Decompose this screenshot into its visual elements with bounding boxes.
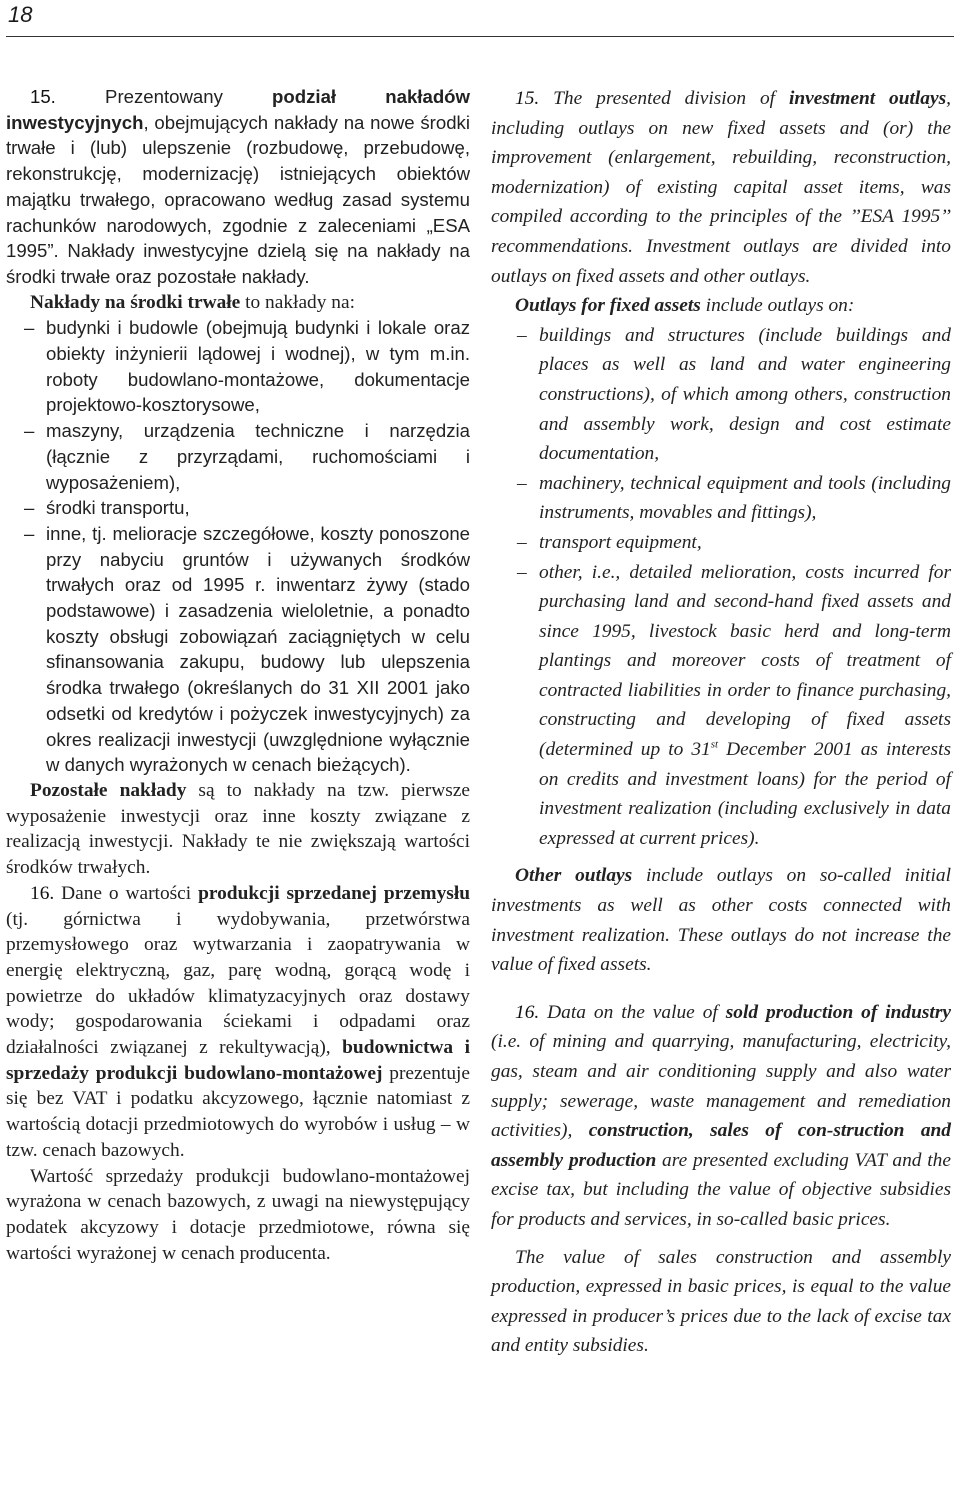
pl-paragraph-16-text3: prezentuje się bez VAT i podatku akcyzowego, łącznie natomiast z wartością dotacji przedmiotowych do wyrobów i usług – w tzw. cenach bazowych. bbox=[6, 1062, 471, 1161]
pl-paragraph-16 bbox=[6, 881, 470, 1164]
en-term-other-outlays: Other outlays bbox=[515, 865, 633, 887]
en-paragraph-16-number: 16. bbox=[515, 1001, 540, 1023]
pl-other-outlays-text: są to nakłady na tzw. pierwsze wyposażenie inwestycji oraz inne koszty związane z realizacją inwestycji. Nakłady te nie zwiększają wartości środków trwałych. bbox=[6, 779, 470, 879]
en-fixed-assets-intro bbox=[491, 291, 951, 321]
pl-paragraph-15-text2: , obejmujących nakłady na nowe środki trwałe i (lub) ulepszenie (rozbudowę, przebudowę, rekonstrukcję, modernizację) istniejących obiektów majątku trwałego, opracowano według zasad systemu rachunków narodowych, zgodnie z zaleceniami „ESA 1995”. Nakłady inwestycyjne dzielą się na nakłady na środki trwałe oraz pozostałe nakłady. bbox=[6, 111, 470, 287]
pl-paragraph-15-text1: Prezentowany bbox=[55, 86, 273, 107]
pl-paragraph-16-text1: Dane o wartości bbox=[54, 882, 199, 904]
pl-fixed-assets-list bbox=[6, 315, 470, 778]
en-paragraph-16-text2: (i.e. of mining and quarrying, manufacturing, electricity, gas, steam and air conditioning supply and also water supply; sewerage, waste management and remediation activities), bbox=[491, 1031, 951, 1142]
en-fixed-assets-intro-text: include outlays on: bbox=[700, 295, 855, 317]
en-list-item-machinery: – machinery, technical equipment and tools (including instruments, movables and fittings), bbox=[491, 469, 951, 528]
en-list-item-other bbox=[491, 558, 951, 854]
page-number: 18 bbox=[8, 2, 33, 27]
pl-paragraph-15 bbox=[6, 84, 470, 290]
en-other-outlays-text: include outlays on so-called initial investments as well as other costs connected with investment realization. These outlays do not increase the value of fixed assets. bbox=[491, 865, 952, 976]
en-paragraph-16-text3: are presented excluding VAT and the excise tax, but including the value of objective subsidies for products and services, in so-called basic prices. bbox=[491, 1149, 951, 1230]
en-fixed-assets-list bbox=[491, 321, 951, 854]
header-rule bbox=[6, 36, 954, 37]
pl-term-sold-industry: produkcji sprzedanej przemysłu bbox=[198, 882, 471, 904]
pl-fixed-assets-intro-text: to nakłady na: bbox=[240, 291, 355, 313]
en-paragraph-15 bbox=[491, 84, 951, 291]
pl-fixed-assets-intro bbox=[6, 290, 470, 316]
pl-paragraph-15-number: 15. bbox=[30, 86, 56, 107]
pl-list-item-buildings: – budynki i budowle (obejmują budynki i lokale oraz obiekty inżynierii lądowej i wodnej), w tym m.in. roboty budowlano-montażowe, dokumentacje projektowo-kosztorysowe, bbox=[6, 315, 470, 418]
pl-term-fixed-assets: Nakłady na środki trwałe bbox=[30, 291, 241, 313]
pl-paragraph-16-text2: (tj. górnictwa i wydobywania, przetwórstwa przemysłowego oraz wytwarzania i zaopatrywania w energię elektryczną, gaz, parę wodną, gorącą wodę i powietrze do układów klimatyzacyjnych oraz dostawy wody; gospodarowania ściekami i odpadami oraz działalności związanej z rekultywacją), bbox=[6, 908, 470, 1059]
en-list-item-transport: – transport equipment, bbox=[491, 528, 951, 558]
en-other-outlays bbox=[491, 861, 951, 979]
english-column bbox=[491, 84, 951, 1361]
en-term-fixed-assets: Outlays for fixed assets bbox=[515, 295, 701, 317]
pl-term-other-outlays: Pozostałe nakłady bbox=[30, 779, 187, 801]
en-paragraph-15-text2: , including outlays on new fixed assets and (or) the improvement (enlargement, rebuilding, reconstruction, modernization) of existing capital asset items, was compiled according to the principles of the ’’ESA 1995’’ recommendations. Investment outlays are divided into outlays on fixed assets and other outlays. bbox=[491, 88, 951, 287]
en-list-item-other-text1: other, i.e., detailed melioration, costs incurred for purchasing land and second-hand fixed assets and since 1995, livestock basic herd and long-term plantings and moreover costs of treatment of contracted liabilities in order to finance purchasing, constructing and developing of fixed assets (determined up to 31 bbox=[539, 561, 951, 761]
en-list-item-other-text2: December 2001 as interests on credits and investment loans) for the period of investment realization (including exclusively in data expressed at current prices). bbox=[539, 739, 952, 849]
en-list-item-other-sup: st bbox=[710, 738, 719, 751]
en-list-item-buildings: – buildings and structures (include buildings and places as well as land and water engineering constructions), of which among others, construction and assembly work, design and cost estimate documentation, bbox=[491, 321, 951, 469]
en-value-paragraph: The value of sales construction and assembly production, expressed in basic prices, is equal to the value expressed in producer’s prices due to the lack of excise tax and entity subsidies. bbox=[491, 1246, 951, 1357]
pl-list-item-machinery: – maszyny, urządzenia techniczne i narzędzia (łącznie z przyrządami, ruchomościami i wyposażeniem), bbox=[6, 418, 470, 495]
pl-term-construction: budownictwa i sprzedaży produkcji budowlano-montażowej bbox=[6, 1037, 470, 1084]
pl-list-item-other: – inne, tj. melioracje szczegółowe, koszty ponoszone przy nabyciu gruntów i używanych środków trwałych oraz od 1995 r. inwentarz żywy (stado podstawowe) i zasadzenia wieloletnie, a ponadto koszty obsługi zobowiązań zaciągniętych w celu sfinansowania zakupu, budowy lub ulepszenia środka trwałego (określanych do 31 XII 2001 jako odsetki od kredytów i pożyczek inwestycyjnych) za okres realizacji inwestycji (uwzględnione wyłącznie w danych wyrażonych w cenach bieżących). bbox=[6, 521, 470, 778]
pl-other-outlays bbox=[6, 778, 470, 881]
en-term-sold-industry: sold production of industry bbox=[725, 1001, 951, 1023]
en-paragraph-16-text1: Data on the value of bbox=[539, 1001, 726, 1023]
polish-column bbox=[6, 84, 470, 1266]
en-paragraph-15-number: 15. bbox=[515, 88, 540, 109]
pl-term-investment-outlays: podział nakładów inwestycyjnych bbox=[6, 86, 470, 133]
en-term-construction: construction, sales of con-struction and assembly production bbox=[491, 1120, 951, 1171]
en-paragraph-15-text1: The presented division of bbox=[539, 88, 789, 109]
pl-value-paragraph: Wartość sprzedaży produkcji budowlano-montażowej wyrażona w cenach bazowych, z uwagi na niewystępujący podatek akcyzowy i dotacje przedmiotowe, równa się wartości wyrażonej w cenach producenta. bbox=[6, 1165, 470, 1264]
pl-list-item-transport: – środki transportu, bbox=[6, 495, 470, 521]
en-term-investment-outlays: investment outlays bbox=[788, 88, 947, 109]
pl-paragraph-16-number: 16. bbox=[30, 882, 55, 904]
en-paragraph-16 bbox=[491, 998, 951, 1235]
